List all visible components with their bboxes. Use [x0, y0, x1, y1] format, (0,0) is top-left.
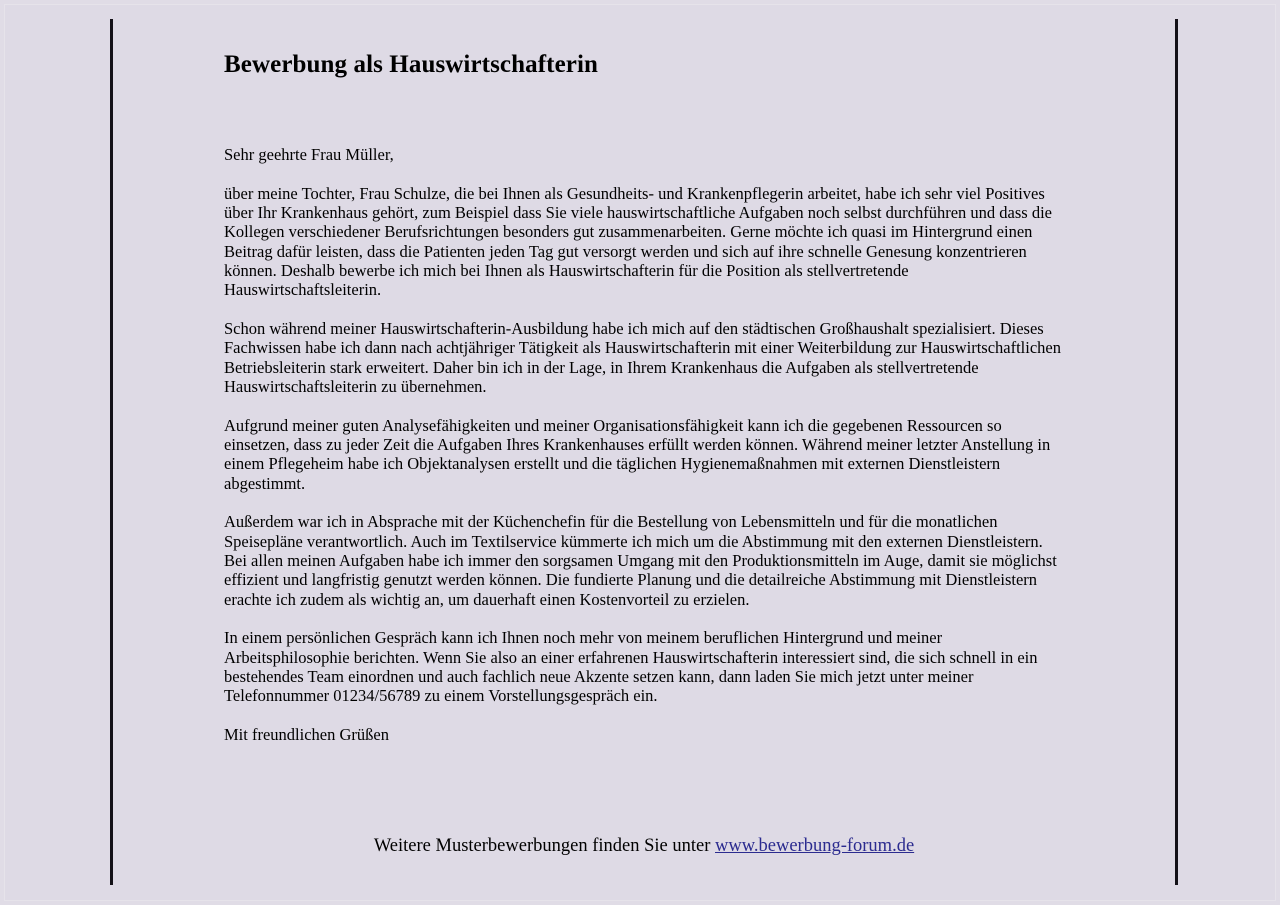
paragraph-4: Außerdem war ich in Absprache mit der Küchenchefin für die Bestellung von Lebensmitteln und für die monatlichen Speisepläne verantwortlich. Auch im Textilservice kümmerte ich mich um die Abstimmung mit den externen Dienstleistern. Bei allen meinen Aufgaben habe ich immer den sorgsamen Umgang mit den Produktionsmitteln im Auge, damit sie möglichst effizient und langfristig genutzt werden können. Die fundierte Planung und die detailreiche Abstimmung mit Dienstleistern erachte ich zudem als wichtig an, um dauerhaft einen Kostenvorteil zu erzielen.	[224, 512, 1057, 609]
paragraph-1: über meine Tochter, Frau Schulze, die bei Ihnen als Gesundheits- und Krankenpflegerin arbeitet, habe ich sehr viel Positives über Ihr Krankenhaus gehört, zum Beispiel dass Sie viele hauswirtschaftliche Aufgaben noch selbst durchführen und dass die Kollegen verschiedener Berufsrichtungen besonders gut zusammenarbeiten. Gerne möchte ich quasi im Hintergrund einen Beitrag dafür leisten, dass die Patienten jeden Tag gut versorgt werden und sich auf ihre schnelle Genesung konzentrieren können. Deshalb bewerbe ich mich bei Ihnen als Hauswirtschafterin für die Position als stellvertretende Hauswirtschaftsleiterin.	[224, 183, 1052, 300]
document-page	[4, 4, 1276, 901]
footer-link[interactable]: www.bewerbung-forum.de	[715, 836, 915, 856]
paragraph-5: In einem persönlichen Gespräch kann ich Ihnen noch mehr von meinem beruflichen Hintergrund und meiner Arbeitsphilosophie berichten. Wenn Sie also an einer erfahrenen Hauswirtschafterin interessiert sind, die sich schnell in ein bestehendes Team einordnen und auch fachlich neue Akzente setzen kann, dann laden Sie mich jetzt unter meiner Telefonnummer 01234/56789 zu einem Vorstellungsgespräch ein.	[224, 628, 1038, 706]
footer-text: Weitere Musterbewerbungen finden Sie unter	[373, 836, 715, 856]
page-title: Bewerbung als Hauswirtschafterin	[224, 51, 599, 78]
letter-body	[224, 19, 1066, 744]
salutation-line: Sehr geehrte Frau Müller,	[224, 145, 394, 164]
left-vertical-rule	[110, 19, 113, 885]
footer	[110, 834, 1178, 858]
right-vertical-rule	[1175, 19, 1178, 885]
paragraph-2: Schon während meiner Hauswirtschafterin-Ausbildung habe ich mich auf den städtischen Großhaushalt spezialisiert. Dieses Fachwissen habe ich dann nach achtjähriger Tätigkeit als Hauswirtschafterin mit einer Weiterbildung zur Hauswirtschaftlichen Betriebsleiterin stark erweitert. Daher bin ich in der Lage, in Ihrem Krankenhaus die Aufgaben als stellvertretende Hauswirtschaftsleiterin zu übernehmen.	[224, 319, 1061, 396]
closing-line: Mit freundlichen Grüßen	[224, 725, 389, 745]
paragraph-3: Aufgrund meiner guten Analysefähigkeiten und meiner Organisationsfähigkeit kann ich die gegebenen Ressourcen so einsetzen, dass zu jeder Zeit die Aufgaben Ihres Krankenhauses erfüllt werden können. Während meiner letzter Anstellung in einem Pflegeheim habe ich Objektanalysen erstellt und die täglichen Hygienemaßnahmen mit externen Dienstleistern abgestimmt.	[224, 415, 1051, 493]
